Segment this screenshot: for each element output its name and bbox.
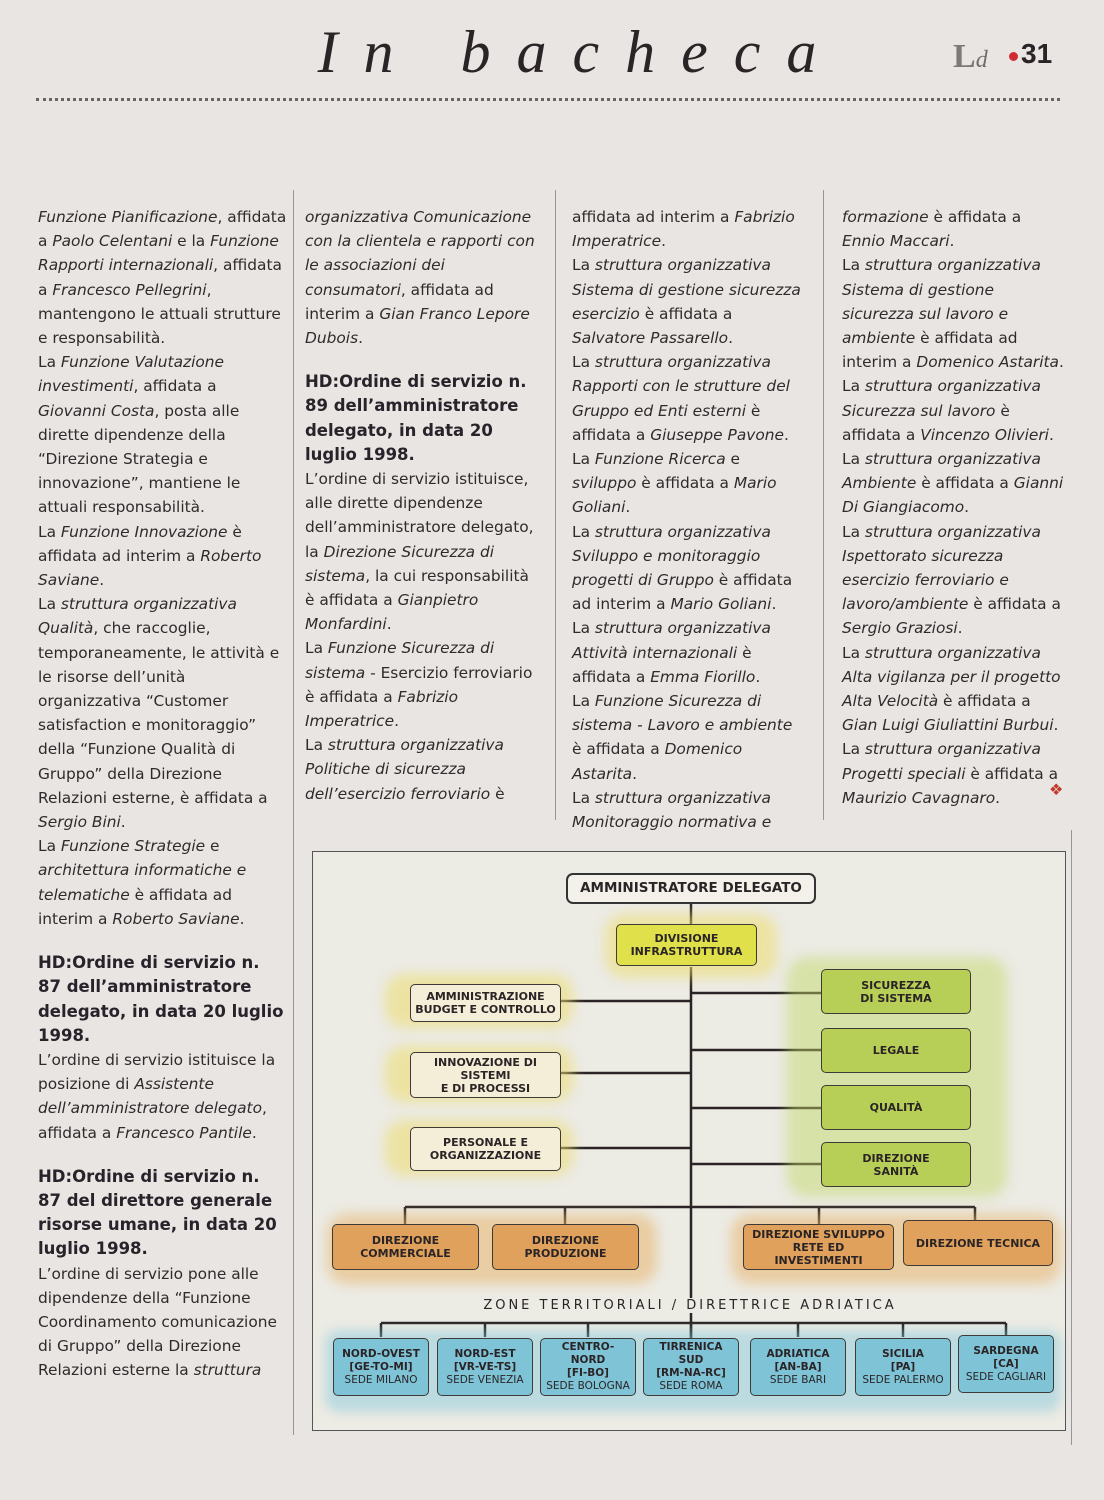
zone-code: [VR-VE-TS] — [453, 1360, 517, 1373]
paragraph: Funzione Pianificazione, affidata a Paolo Celentani e la Funzione Rapporti internazionali, affidata a Francesco Pellegrini, mantengono le attuali strutture e responsabilità. — [38, 208, 287, 348]
box-direzione-sviluppo-rete: DIREZIONE SVILUPPO RETE ED INVESTIMENTI — [743, 1224, 894, 1270]
paragraph: La struttura organizzativa Monitoraggio normativa e — [572, 788, 772, 832]
paragraph: La struttura organizzativa Sicurezza sul lavoro è affidata a Vincenzo Olivieri. — [842, 377, 1054, 444]
logo-letter-d: d — [975, 47, 988, 73]
paragraph: L’ordine di servizio pone alle dipendenze della “Funzione Coordinamento comunicazione di Gruppo” della Direzione Relazioni esterne la struttura — [38, 1264, 277, 1380]
zone-sede: SEDE VENEZIA — [446, 1373, 524, 1386]
paragraph: La Funzione Innovazione è affidata ad interim a Roberto Saviane. — [38, 522, 262, 590]
section-title: In bacheca — [317, 19, 843, 85]
zone-box — [437, 1338, 533, 1396]
column-divider — [1071, 830, 1072, 1445]
text-column-4 — [842, 205, 1067, 810]
zone-code: [RM-NA-RC] — [656, 1367, 726, 1379]
zone-sede: SEDE MILANO — [344, 1373, 418, 1386]
paragraph: La struttura organizzativa Sistema di gestione sicurezza sul lavoro e ambiente è affidata ad interim a Domenico Astarita. — [842, 256, 1064, 372]
logo-letter: L — [953, 38, 976, 75]
paragraph: La struttura organizzativa Sviluppo e monitoraggio progetti di Gruppo è affidata ad interim a Mario Goliani. — [572, 522, 793, 614]
zone-code: [AN-BA] — [774, 1360, 822, 1373]
zone-code: [GE-TO-MI] — [349, 1360, 413, 1373]
box-innovazione-sistemi: INNOVAZIONE DI SISTEMI E DI PROCESSI — [410, 1052, 561, 1098]
zone-box — [540, 1338, 636, 1396]
paragraph: affidata ad interim a Fabrizio Imperatrice. — [572, 208, 795, 251]
paragraph-gap — [38, 1145, 288, 1165]
zone-box — [643, 1338, 739, 1396]
box-direzione-sanita: DIREZIONE SANITÀ — [821, 1142, 971, 1187]
paragraph: La struttura organizzativa Sistema di gestione sicurezza esercizio è affidata a Salvatore Passarello. — [572, 256, 801, 348]
zone-name: ADRIATICA — [766, 1347, 830, 1360]
zone-sede: SEDE ROMA — [659, 1380, 723, 1392]
box-qualita: QUALITÀ — [821, 1085, 971, 1130]
zone-box — [855, 1338, 951, 1396]
box-amministrazione-budget: AMMINISTRAZIONE BUDGET E CONTROLLO — [410, 984, 561, 1022]
paragraph: organizzativa Comunicazione con la clientela e rapporti con le associazioni dei consumatori, affidata ad interim a Gian Franco Lepore Dubois. — [305, 208, 535, 348]
paragraph: La struttura organizzativa Progetti speciali è affidata a Maurizio Cavagnaro. — [842, 740, 1059, 807]
dotted-divider — [36, 98, 1060, 101]
box-divisione-infrastruttura: DIVISIONE INFRASTRUTTURA — [616, 924, 757, 966]
ordinance-heading: HD:Ordine di servizio n. 89 dell’amministratore delegato, in data 20 luglio 1998. — [305, 372, 527, 464]
zone-name: CENTRO-NORD — [561, 1341, 615, 1366]
text-column-2 — [305, 205, 537, 806]
paragraph: La Funzione Ricerca e sviluppo è affidata a Mario Goliani. — [572, 450, 777, 517]
magazine-logo — [953, 38, 988, 76]
box-sicurezza-sistema: SICUREZZA DI SISTEMA — [821, 969, 971, 1014]
box-direzione-produzione: DIREZIONE PRODUZIONE — [492, 1224, 639, 1270]
box-direzione-tecnica: DIREZIONE TECNICA — [903, 1220, 1053, 1266]
page-number: 31 — [1021, 38, 1053, 69]
paragraph: La struttura organizzativa Rapporti con le strutture del Gruppo ed Enti esterni è affidata a Giuseppe Pavone. — [572, 353, 790, 444]
zone-box — [750, 1338, 846, 1396]
paragraph: La struttura organizzativa Alta vigilanza per il progetto Alta Velocità è affidata a Gian Luigi Giuliattini Burbui. — [842, 643, 1061, 735]
box-personale-organizzazione: PERSONALE E ORGANIZZAZIONE — [410, 1127, 561, 1171]
paragraph: La struttura organizzativa Qualità, che raccoglie, temporaneamente, le attività e le risorse dell’unità organizzativa “Customer satisfaction e monitoraggio” della “Funzione Qualità di Gruppo” della Direzione Relazioni esterne, è affidata a Sergio Bini. — [38, 595, 280, 832]
ordinance-heading: HD:Ordine di servizio n. 87 dell’amministratore delegato, in data 20 luglio 1998. — [38, 953, 284, 1045]
zone-box — [333, 1338, 429, 1396]
paragraph: La Funzione Valutazione investimenti, affidata a Giovanni Costa, posta alle dirette dipendenze della “Direzione Strategia e innovazione”, mantiene le attuali responsabilità. — [38, 353, 241, 517]
zone-code: [FI-BO] — [567, 1367, 609, 1379]
box-amministratore-delegato: AMMINISTRATORE DELEGATO — [566, 873, 816, 904]
paragraph: La Funzione Sicurezza di sistema - Esercizio ferroviario è affidata a Fabrizio Imperatrice. — [305, 639, 533, 731]
zone-sede: SEDE CAGLIARI — [965, 1370, 1047, 1383]
paragraph: La struttura organizzativa Politiche di sicurezza dell’esercizio ferroviario è — [305, 736, 505, 803]
ordinance-heading: HD:Ordine di servizio n. 87 del direttore generale risorse umane, in data 20 luglio 1998. — [38, 1166, 277, 1259]
paragraph: L’ordine di servizio istituisce la posizione di Assistente dell’amministratore delegato, affidata a Francesco Pantile. — [38, 1050, 276, 1142]
zone-name: SICILIA — [882, 1347, 924, 1360]
column-divider — [823, 190, 824, 820]
zones-label — [313, 1298, 1067, 1313]
zone-code: [PA] — [890, 1360, 916, 1373]
column-divider — [293, 190, 294, 1435]
paragraph: La struttura organizzativa Ispettorato sicurezza esercizio ferroviario e lavoro/ambiente è affidata a Sergio Graziosi. — [842, 522, 1061, 638]
box-direzione-commerciale: DIREZIONE COMMERCIALE — [332, 1224, 479, 1270]
paragraph-gap — [38, 931, 288, 951]
zone-name: NORD-OVEST — [342, 1347, 420, 1360]
zone-name: NORD-EST — [454, 1347, 516, 1360]
zone-box — [958, 1335, 1054, 1393]
end-of-article-icon: ❖ — [1049, 782, 1064, 799]
text-column-1 — [38, 205, 288, 1383]
zone-name: SARDEGNA — [973, 1344, 1039, 1357]
zone-sede: SEDE BOLOGNA — [546, 1380, 630, 1392]
column-divider — [555, 190, 556, 820]
paragraph: La Funzione Sicurezza di sistema - Lavoro e ambiente è affidata a Domenico Astarita. — [572, 692, 793, 783]
zone-name: TIRRENICA SUD — [659, 1341, 723, 1366]
paragraph: La struttura organizzativa Ambiente è affidata a Gianni Di Giangiacomo. — [842, 450, 1064, 517]
paragraph: L’ordine di servizio istituisce, alle dirette dipendenze dell’amministratore delegato, la Direzione Sicurezza di sistema, la cui responsabilità è affidata a Gianpietro Monfardini. — [305, 470, 534, 634]
text-column-3 — [572, 205, 802, 834]
paragraph: formazione è affidata a Ennio Maccari. — [842, 208, 1022, 251]
paragraph-gap — [305, 350, 537, 370]
zone-sede: SEDE PALERMO — [862, 1373, 944, 1386]
box-legale: LEGALE — [821, 1028, 971, 1073]
red-dot-separator — [1009, 52, 1018, 61]
paragraph: La struttura organizzativa Attività internazionali è affidata a Emma Fiorillo. — [572, 619, 771, 686]
org-chart — [312, 851, 1066, 1431]
paragraph: La Funzione Strategie e architettura informatiche e telematiche è affidata ad interim a Roberto Saviane. — [38, 837, 247, 928]
zone-sede: SEDE BARI — [769, 1373, 827, 1386]
zone-code: [CA] — [993, 1357, 1019, 1370]
zones-label-text: ZONE TERRITORIALI / DIRETTRICE ADRIATICA — [479, 1298, 900, 1313]
